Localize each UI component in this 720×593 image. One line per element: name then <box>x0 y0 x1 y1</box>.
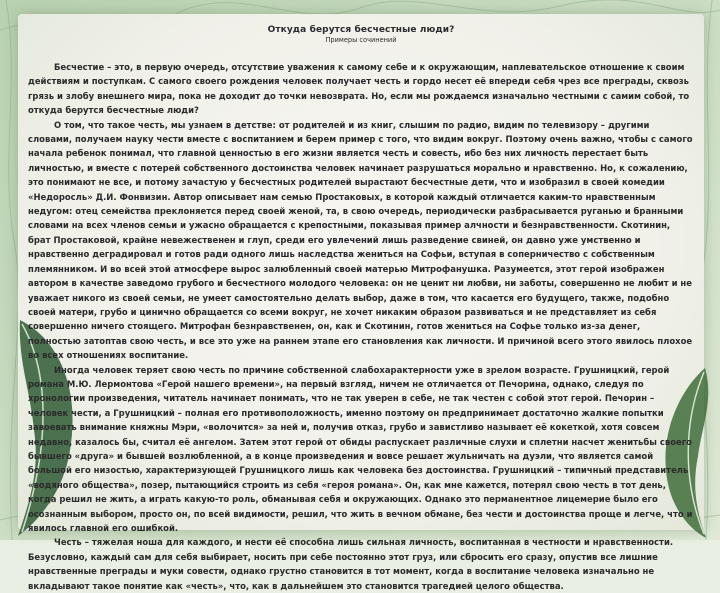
document-body <box>28 22 694 591</box>
document-subtitle: Примеры сочинений <box>325 36 397 44</box>
paragraph-2: О том, что такое честь, мы узнаем в детстве: от родителей и из книг, слышим по радио, видим по телевизору – другими словами, получаем науку чести вместе с воспитанием и берем пример с того, что видим вокруг. Поэтому очень важно, чтобы с самого начала ребенок понимал, что главной ценностью в его жизни является честь и совесть, ибо без них личность перестает быть личностью, и вместе с потерей собственного достоинства человек начинает разрушаться морально и нравственно. Но, к сожалению, это понимают не все, и потому зачастую у бесчестных родителей вырастают бесчестные дети, что и изобразил в своей комедии «Недоросль» Д.И. Фонвизин. Автор описывает нам семью Простаковых, в которой каждый отличается каким-то нравственным недугом: отец семейства преклоняется перед своей женой, та, в свою очередь, периодически разбрасывается руганью и бранными словами на всех членов семьи и ужасно обращается с крепостными, показывая пример алчности и безнравственности. Скотинин, брат Простаковой, крайне невежественен и глуп, среди его увлечений лишь разведение свиней, он давно уже умственно и нравственно деградировал и готов ради одного лишь наследства жениться на Софьи, вступая в соперничество с собственным племянником. И во всей этой атмосфере вырос залюбленный своей матерью Митрофанушка. Разумеется, этот герой изображен автором в качестве заведомо грубого и бесчестного молодого человека: он не ценит ни любви, ни заботы, совершенно не любит и не уважает никого из своей семьи, не умеет самостоятельно делать выбор, даже в том, что касается его будущего, также, подобно своей матери, грубо и цинично обращается со всеми вокруг, не хочет никаким образом развиваться и не представляет из себя совершенно ничего стоящего. Митрофан безнравственен, он, как и Скотинин, готов жениться на Софье только из-за денег, полностью затоптав свою честь, и все это уже на раннем этапе его становления как личности. И причиной всего этого явилось плохое во всех отношениях воспитание. <box>28 119 693 361</box>
paragraph-4: Честь – тяжелая ноша для каждого, и нести её способна лишь сильная личность, воспитанная в честности и нравственности. Безусловно, каждый сам для себя выбирает, носить при себе постоянно этот груз, или сбросить его сразу, опустив все лишние нравственные преграды и муки совести, однако грустно становится в тот момент, когда в воспитание человека изначально не вкладывают такое понятие как «честь», что, как в дальнейшем это становится трагедией целого общества. <box>28 537 674 591</box>
paragraph-3: Иногда человек теряет свою честь по причине собственной слабохарактерности уже в зрелом возрасте. Грушницкий, герой романа М.Ю. Лермонтова «Герой нашего времени», на первый взгляд, ничем не отличается от Печорина, однако, следуя по хронологии произведения, читатель начинает понимать, что не так уверен в себе, не так честен с собой этот герой. Печорин – человек чести, а Грушницкий – полная его противоположность, именно поэтому он предпринимает достаточно жалкие попытки завоевать внимание княжны Мэри, «волочится» за ней и, получив отказ, грубо и завистливо называет её кокеткой, хотя совсем недавно, казалось бы, считал её ангелом. Затем этот герой от обиды распускает различные слухи и сплетни насчет женитьбы своего бывшего «друга» и бывшей возлюбленной, а в конце произведения и вовсе решает жульничать на дуэли, что является самой большой его низостью, характеризующей Грушницкого лишь как человека без достоинства. Грушницкий – типичный представитель «водяного общества», позер, пытающийся строить из себя «героя романа». Он, как мне кажется, потерял свою честь в тот день, когда решил не жить, а играть какую-то роль, обманывая себя и окружающих. Однако это перманентное лицемерие было его осознанным выбором, просто он, по всей видимости, решил, что жить в вечном обмане, без чести и достоинства проще и легче, что и явилось главной его ошибкой. <box>28 364 693 533</box>
document-title: Откуда берутся бесчестные люди? <box>267 25 455 35</box>
paragraph-1: Бесчестие – это, в первую очередь, отсутствие уважения к самому себе и к окружающим, наплевательское отношение к своим действиям и поступкам. С самого своего рождения человек получает честь и гордо несет её впереди себя чрез все преграды, сквозь грязь и злобу внешнего мира, пока не доходит до точки невозврата. Но, если мы рождаемся изначально честными с самим собой, то откуда берутся бесчестные люди? <box>28 62 690 116</box>
